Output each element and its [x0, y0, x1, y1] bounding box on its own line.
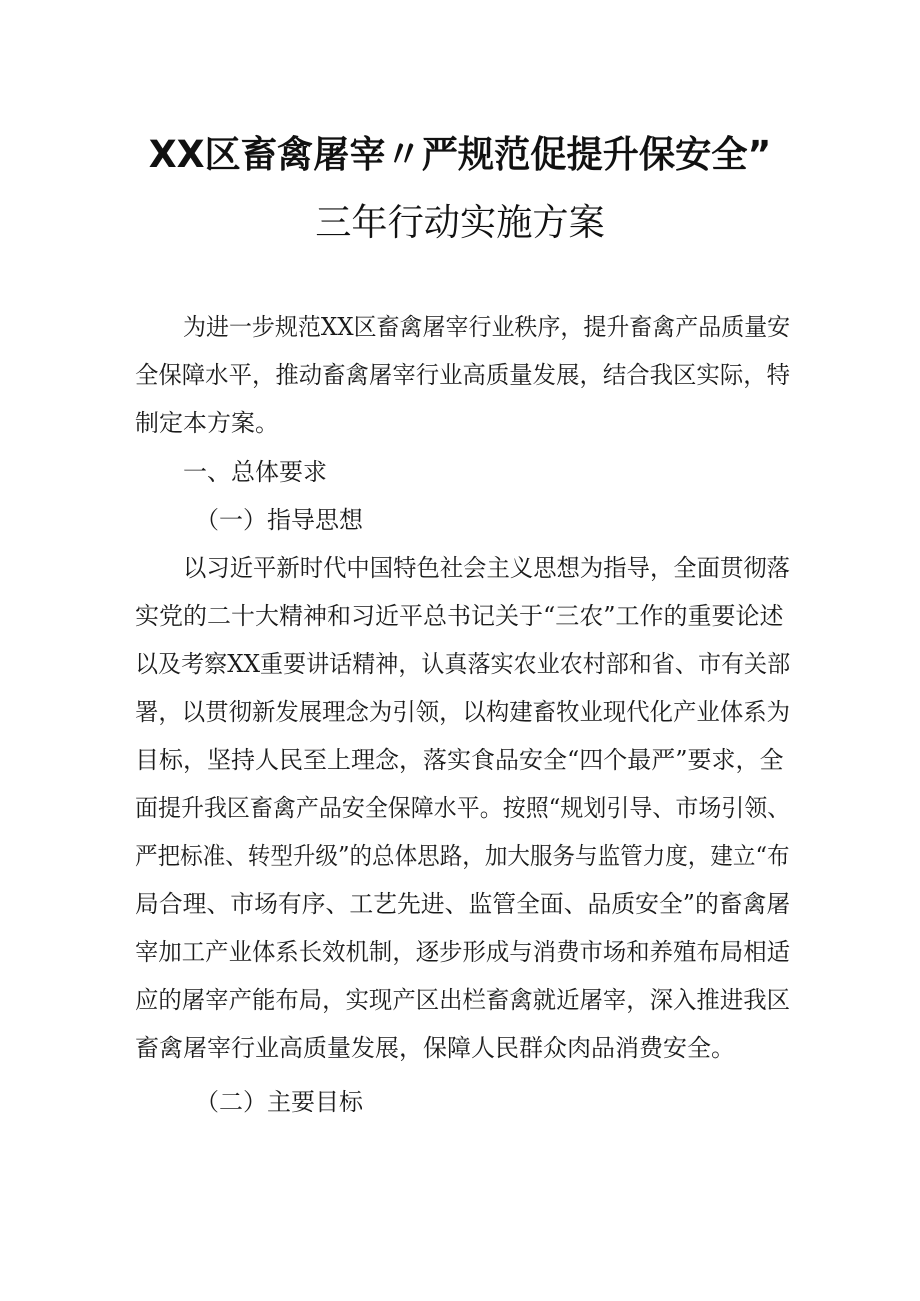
subsection-heading-main-goals: （二）主要目标	[195, 1088, 363, 1116]
guiding-line: 畜禽屠宰行业高质量发展，保障人民群众肉品消费安全。	[135, 1034, 735, 1062]
intro-line: 全保障水平，推动畜禽屠宰行业高质量发展，结合我区实际，特	[135, 361, 790, 389]
guiding-line: 严把标准、转型升级”的总体思路，加大服务与监管力度，建立“布	[135, 842, 790, 870]
guiding-line: 宰加工产业体系长效机制，逐步形成与消费市场和养殖布局相适	[135, 938, 790, 966]
guiding-line: 署，以贯彻新发展理念为引领，以构建畜牧业现代化产业体系为	[135, 698, 790, 726]
intro-line: 制定本方案。	[135, 409, 279, 437]
document-title-line-2: 三年行动实施方案	[315, 201, 605, 244]
section-heading-overall-requirements: 一、总体要求	[183, 458, 327, 486]
guiding-line: 面提升我区畜禽产品安全保障水平。按照“规划引导、市场引领、	[135, 794, 791, 822]
intro-line: 为进一步规范XX区畜禽屠宰行业秩序，提升畜禽产品质量安	[183, 313, 791, 341]
guiding-line: 局合理、市场有序、工艺先进、监管全面、品质安全”的畜禽屠	[135, 890, 791, 918]
document-title-line-1: XX区畜禽屠宰〃严规范促提升保安全”	[148, 133, 772, 176]
guiding-line: 目标，坚持人民至上理念，落实食品安全“四个最严”要求，全	[135, 746, 784, 774]
guiding-line: 实党的二十大精神和习近平总书记关于“三农”工作的重要论述	[135, 602, 784, 630]
guiding-line: 以习近平新时代中国特色社会主义思想为指导，全面贯彻落	[183, 554, 791, 582]
guiding-line: 以及考察XX重要讲话精神，认真落实农业农村部和省、市有关部	[135, 650, 791, 678]
subsection-heading-guiding-ideology: （一）指导思想	[195, 506, 363, 534]
guiding-line: 应的屠宰产能布局，实现产区出栏畜禽就近屠宰，深入推进我区	[135, 986, 790, 1014]
